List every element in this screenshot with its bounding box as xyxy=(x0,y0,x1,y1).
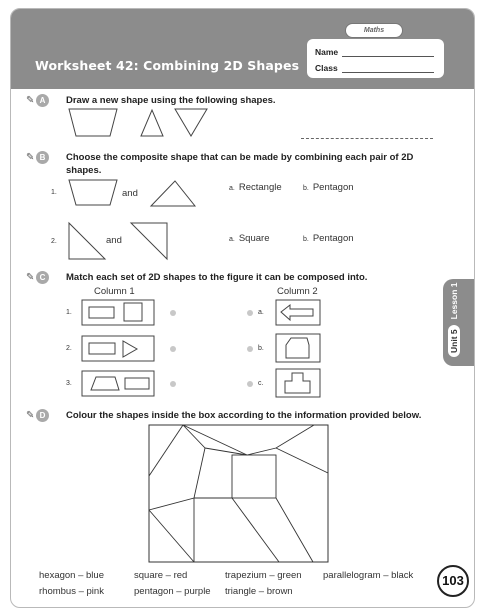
section-a-instruction: Draw a new shape using the following shapes. xyxy=(66,95,276,106)
unit-label: Unit 5 xyxy=(448,325,460,357)
trapezium-icon xyxy=(91,377,119,390)
section-b-marker xyxy=(26,151,48,165)
match-dot-left[interactable] xyxy=(170,346,176,352)
trapezium-icon xyxy=(69,180,117,205)
rectangle-icon xyxy=(125,378,149,389)
legend-triangle: triangle – brown xyxy=(225,586,293,597)
item-number: 2. xyxy=(51,238,57,245)
name-label: Name xyxy=(315,47,339,57)
section-d-letter: D xyxy=(36,409,49,422)
item-letter: a. xyxy=(258,309,264,316)
right-triangle-icon xyxy=(69,223,105,259)
match-dot-right[interactable] xyxy=(247,310,253,316)
option-a[interactable] xyxy=(229,233,269,244)
shape-edge xyxy=(183,425,247,455)
arrow-pentagon-icon xyxy=(281,305,313,320)
option-letter: b. xyxy=(303,185,309,192)
pencil-icon: ✎ xyxy=(26,152,35,163)
pencil-icon: ✎ xyxy=(26,410,35,421)
shape-edge xyxy=(205,425,314,455)
column-2-figures xyxy=(275,299,325,399)
option-text: Pentagon xyxy=(312,233,354,244)
section-a-marker xyxy=(26,94,48,108)
lesson-label: Lesson 1 xyxy=(449,282,459,320)
option-letter: a. xyxy=(229,185,235,192)
publisher-logo: Maths xyxy=(345,23,403,38)
column-2-title: Column 2 xyxy=(277,286,318,297)
triangle-icon xyxy=(151,181,195,206)
item-letter: b. xyxy=(258,345,264,352)
column-1-title: Column 1 xyxy=(94,286,135,297)
triangle-icon xyxy=(123,341,137,357)
right-triangle-icon xyxy=(131,223,167,259)
column-1-figures xyxy=(81,299,161,399)
page-number: 103 xyxy=(437,565,469,597)
and-label: and xyxy=(106,235,122,246)
figure-box xyxy=(82,371,154,396)
unit-lesson-tab xyxy=(443,279,475,366)
item-number: 1. xyxy=(51,189,57,196)
house-pentagon-icon xyxy=(286,338,309,358)
legend-rhombus: rhombus – pink xyxy=(39,586,104,597)
pencil-icon: ✎ xyxy=(26,95,35,106)
section-c-letter: C xyxy=(36,271,49,284)
section-a-shapes xyxy=(67,107,217,139)
shape-edge xyxy=(149,425,205,510)
option-a[interactable] xyxy=(229,182,282,193)
triangle-icon xyxy=(141,110,163,136)
rectangle-icon xyxy=(89,307,114,318)
name-row xyxy=(315,47,338,57)
section-d-instruction: Colour the shapes inside the box according to the information provided below. xyxy=(66,410,422,421)
shape-edge xyxy=(149,425,183,476)
option-text: Rectangle xyxy=(238,182,282,193)
figure-box xyxy=(82,336,154,361)
colouring-box xyxy=(148,424,330,564)
name-class-box xyxy=(307,39,444,78)
legend-pentagon: pentagon – purple xyxy=(134,586,211,597)
match-dot-right[interactable] xyxy=(247,346,253,352)
square-shape xyxy=(232,455,276,498)
section-c-marker xyxy=(26,271,48,285)
shape-edge xyxy=(149,510,194,562)
trapezium-icon xyxy=(69,109,117,136)
match-dot-left[interactable] xyxy=(170,381,176,387)
option-text: Square xyxy=(238,233,270,244)
b2-shapes xyxy=(67,221,177,261)
item-number: 3. xyxy=(66,380,72,387)
name-field[interactable] xyxy=(342,56,434,57)
section-c-instruction: Match each set of 2D shapes to the figure it can be composed into. xyxy=(66,272,368,283)
option-text: Pentagon xyxy=(312,182,354,193)
match-dot-left[interactable] xyxy=(170,310,176,316)
section-b-letter: B xyxy=(36,151,49,164)
option-b[interactable] xyxy=(303,182,354,193)
legend-hexagon: hexagon – blue xyxy=(39,570,104,581)
composite-figure-icon xyxy=(285,373,310,393)
unit-lesson-label xyxy=(448,279,460,357)
class-field[interactable] xyxy=(342,72,434,73)
option-b[interactable] xyxy=(303,233,354,244)
answer-line[interactable] xyxy=(301,138,433,139)
shape-edge xyxy=(232,498,279,562)
item-number: 1. xyxy=(66,309,72,316)
section-d-marker xyxy=(26,409,48,423)
item-number: 2. xyxy=(66,345,72,352)
and-label: and xyxy=(122,188,138,199)
worksheet-header xyxy=(11,9,475,89)
option-letter: a. xyxy=(229,236,235,243)
legend-square: square – red xyxy=(134,570,188,581)
item-letter: c. xyxy=(258,380,264,387)
figure-box xyxy=(82,300,154,325)
shape-edge xyxy=(276,448,328,473)
shape-edge xyxy=(276,498,313,562)
match-dot-right[interactable] xyxy=(247,381,253,387)
option-letter: b. xyxy=(303,236,309,243)
legend-trapezium: trapezium – green xyxy=(225,570,302,581)
class-label: Class xyxy=(315,63,338,73)
class-row xyxy=(315,63,338,73)
worksheet-title: Worksheet 42: Combining 2D Shapes xyxy=(35,58,300,73)
inverted-triangle-icon xyxy=(175,109,207,136)
section-a-letter: A xyxy=(36,94,49,107)
legend-parallelogram: parallelogram – black xyxy=(323,570,414,581)
worksheet-page xyxy=(10,8,475,608)
pencil-icon: ✎ xyxy=(26,272,35,283)
square-icon xyxy=(124,303,142,321)
rectangle-icon xyxy=(89,343,115,354)
section-b-instruction: Choose the composite shape that can be made by combining each pair of 2D shapes. xyxy=(66,152,414,176)
